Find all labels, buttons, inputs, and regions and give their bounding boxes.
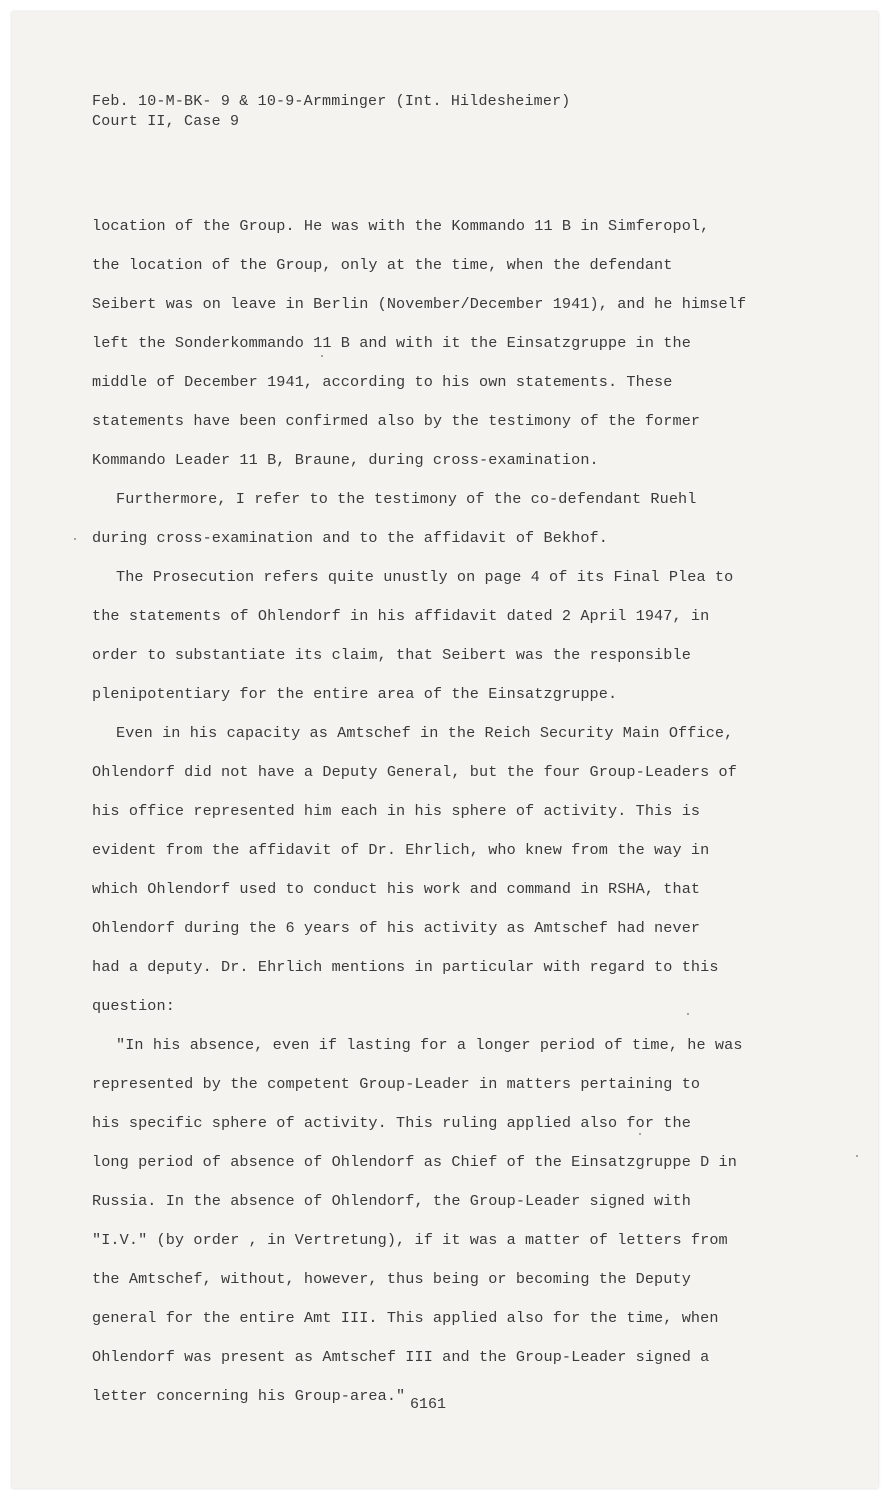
body-line: his office represented him each in his sphere of activity. This is (92, 802, 701, 820)
body-line: Kommando Leader 11 B, Braune, during cross-examination. (92, 451, 599, 469)
body-line: the location of the Group, only at the time, when the defendant (92, 256, 673, 274)
header-line-2: Court II, Case 9 (92, 113, 240, 130)
document-page (12, 12, 878, 1488)
quote-line: "I.V." (by order , in Vertretung), if it was a matter of letters from (92, 1231, 728, 1249)
body-line: statements have been confirmed also by the testimony of the former (92, 412, 701, 430)
body-line: during cross-examination and to the affidavit of Bekhof. (92, 529, 608, 547)
document-header (92, 92, 570, 132)
body-line: middle of December 1941, according to his own statements. These (92, 373, 673, 391)
paper-speck (687, 1013, 689, 1015)
body-line: Even in his capacity as Amtschef in the Reich Security Main Office, (116, 724, 734, 742)
body-line: order to substantiate its claim, that Seibert was the responsible (92, 646, 691, 664)
body-line: left the Sonderkommando 11 B and with it the Einsatzgruppe in the (92, 334, 691, 352)
quote-line: letter concerning his Group-area." (92, 1387, 406, 1405)
document-body (92, 207, 792, 1416)
page-number: 6161 (410, 1396, 447, 1413)
body-line: location of the Group. He was with the Kommando 11 B in Simferopol, (92, 217, 710, 235)
quote-line: his specific sphere of activity. This ruling applied also for the (92, 1114, 691, 1132)
quote-line: "In his absence, even if lasting for a longer period of time, he was (116, 1036, 743, 1054)
body-line: Seibert was on leave in Berlin (November/December 1941), and he himself (92, 295, 747, 313)
paper-speck (321, 355, 323, 357)
body-line: which Ohlendorf used to conduct his work and command in RSHA, that (92, 880, 701, 898)
body-line: The Prosecution refers quite unustly on page 4 of its Final Plea to (116, 568, 734, 586)
quote-line: the Amtschef, without, however, thus being or becoming the Deputy (92, 1270, 691, 1288)
body-line: plenipotentiary for the entire area of the Einsatzgruppe. (92, 685, 618, 703)
quote-line: represented by the competent Group-Leader in matters pertaining to (92, 1075, 701, 1093)
quote-line: long period of absence of Ohlendorf as Chief of the Einsatzgruppe D in (92, 1153, 737, 1171)
paper-speck (856, 1155, 858, 1157)
quote-line: Ohlendorf was present as Amtschef III and the Group-Leader signed a (92, 1348, 710, 1366)
body-line: evident from the affidavit of Dr. Ehrlich, who knew from the way in (92, 841, 710, 859)
body-line: Ohlendorf did not have a Deputy General, but the four Group-Leaders of (92, 763, 737, 781)
header-line-1: Feb. 10-M-BK- 9 & 10-9-Armminger (Int. Hildesheimer) (92, 93, 571, 110)
body-line: question: (92, 997, 175, 1015)
body-line: Furthermore, I refer to the testimony of the co-defendant Ruehl (116, 490, 697, 508)
quote-line: Russia. In the absence of Ohlendorf, the Group-Leader signed with (92, 1192, 691, 1210)
paper-speck (74, 538, 76, 540)
body-line: Ohlendorf during the 6 years of his activity as Amtschef had never (92, 919, 701, 937)
quote-line: general for the entire Amt III. This applied also for the time, when (92, 1309, 719, 1327)
body-line: had a deputy. Dr. Ehrlich mentions in particular with regard to this (92, 958, 719, 976)
paper-speck (639, 1133, 641, 1135)
body-line: the statements of Ohlendorf in his affidavit dated 2 April 1947, in (92, 607, 710, 625)
